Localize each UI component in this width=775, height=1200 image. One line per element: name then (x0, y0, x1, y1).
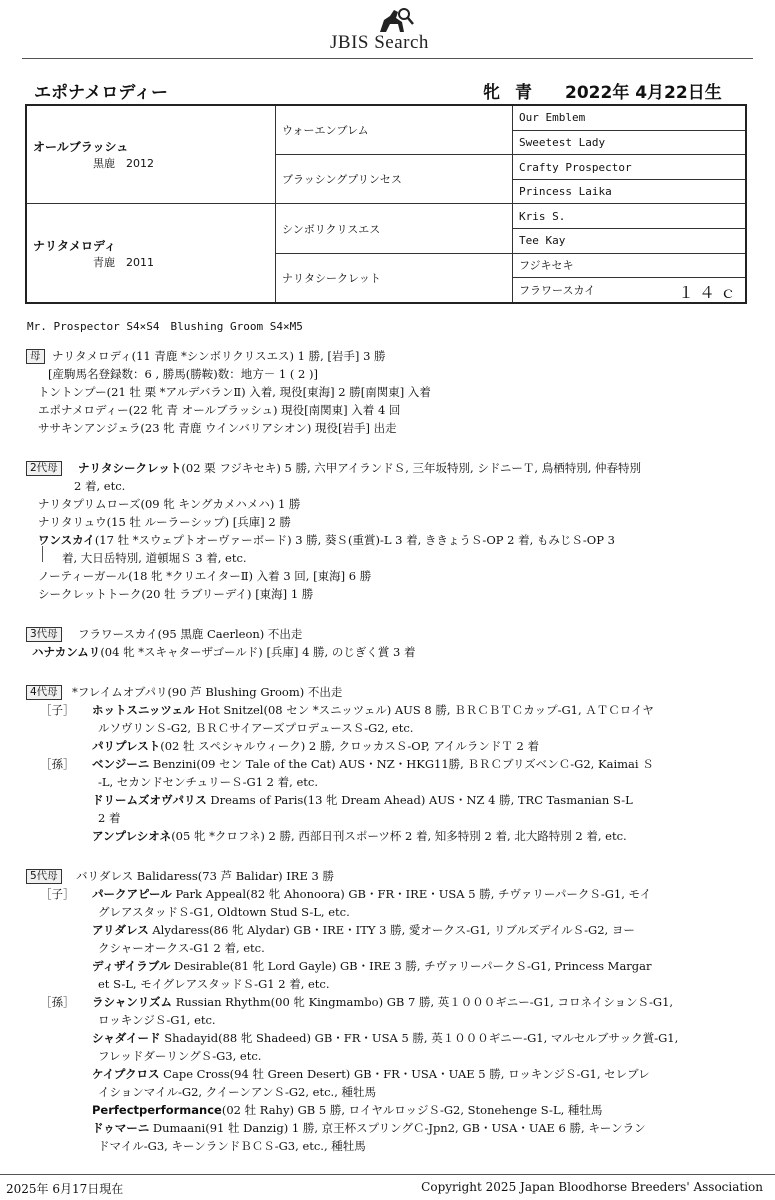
horse-link[interactable]: パークアピール (92, 887, 172, 901)
family-number: １４ｃ (677, 283, 741, 303)
family-line (78, 626, 302, 644)
horse-link[interactable]: ディザイラブル (92, 959, 171, 973)
horse-link[interactable]: ケイプクロス (92, 1067, 160, 1081)
family-line (40, 756, 75, 774)
family-line (38, 568, 371, 586)
line-text: Park Appeal(82 牝 Ahonoora) GB・FR・IRE・USA 5 勝, チヴァリーパークＳ-G1, モイ (171, 887, 652, 901)
family-line (40, 994, 75, 1012)
line-text: フラワースカイ(95 黒鹿 Caerleon) 不出走 (78, 627, 303, 641)
family-line (38, 402, 400, 420)
line-text: シークレットトーク(20 牡 ラブリーデイ) [東海] 1 勝 (38, 587, 314, 601)
family-line (40, 702, 75, 720)
family-line (52, 348, 386, 366)
line-text: (02 牡 Rahy) GB 5 勝, ロイヤルロッジＳ-G2, Stonehenge S-L, 種牡馬 (221, 1103, 603, 1117)
line-text: Shadayid(88 牝 Shadeed) GB・FR・USA 5 勝, 英１０００ギニー-G1, マルセルブサック賞-G1, (160, 1031, 679, 1045)
line-text: Dumaani(91 牡 Danzig) 1 勝, 京王杯スプリングＣ-Jpn2, GB・USA・UAE 6 勝, キーンラン (149, 1121, 646, 1135)
generation-tag: 5代母 (26, 869, 62, 884)
sire-name[interactable]: オールブラッシュ (33, 140, 129, 155)
footer-copyright: Copyright 2025 Japan Bloodhorse Breeders' Association (421, 1180, 763, 1194)
pedigree-sd[interactable]: ブラッシングプリンセス (276, 155, 513, 204)
horse-link[interactable]: ホットスニッツェル (92, 703, 195, 717)
family-line[interactable] (92, 738, 539, 756)
family-line[interactable] (92, 886, 651, 904)
family-line[interactable] (32, 644, 415, 662)
generation-tag: 母 (26, 349, 45, 364)
line-text: -L, セカンドセンチュリーＳ-G1 2 着, etc. (98, 775, 318, 789)
family-line (62, 550, 247, 568)
line-text: ［子］ (40, 703, 75, 717)
line-text: (02 牡 スペシャルウィーク) 2 勝, クロッカスＳ-OP, アイルランドＴ 2 着 (160, 739, 540, 753)
family-line (98, 1012, 216, 1030)
family-line[interactable] (92, 958, 652, 976)
pedigree-g3-8[interactable] (513, 278, 747, 303)
family-line (98, 904, 350, 922)
pedigree-g3-4[interactable]: Princess Laika (513, 179, 747, 204)
horse-link[interactable]: アンプレシオネ (92, 829, 172, 843)
family-line[interactable] (92, 756, 654, 774)
pedigree-g3-2[interactable]: Sweetest Lady (513, 130, 747, 155)
family-line[interactable] (92, 1030, 678, 1048)
family-line[interactable] (92, 1120, 646, 1138)
line-text: [産駒馬名登録数：6 , 勝馬(勝鞍)数：地方－ 1 ( 2 )] (48, 367, 318, 381)
line-text: Alydaress(86 牝 Alydar) GB・IRE・ITY 3 勝, 愛オークス-G1, リブルズデイルＳ-G2, ヨー (148, 923, 635, 937)
horse-sex: 牝 (483, 83, 500, 103)
footer-divider (0, 1174, 775, 1175)
header-divider (22, 58, 753, 59)
family-line (38, 586, 313, 604)
logo-text: JBIS Search (330, 32, 429, 53)
family-line (98, 810, 120, 828)
family-line (48, 366, 318, 384)
family-line (98, 1048, 261, 1066)
line-text: 2 着 (98, 811, 121, 825)
line-text: 着, 大日岳特別, 道頓堀Ｓ 3 着, etc. (62, 551, 247, 565)
family-line (98, 1084, 376, 1102)
jbis-logo[interactable] (330, 6, 460, 56)
family-line (98, 940, 265, 958)
horse-link[interactable]: ラシャンリズム (92, 995, 173, 1009)
line-text: et S-L, モイグレアスタッドＳ-G1 2 着, etc. (98, 977, 330, 991)
horse-link[interactable]: アリダレス (92, 923, 149, 937)
line-text: ルソヴリンＳ-G2, ＢＲＣサイアーズプロデュースＳ-G2, etc. (98, 721, 414, 735)
line-text: Hot Snitzel(08 セン *スニッツェル) AUS 8 勝, ＢＲＣＢＴＣカップ-G1, ＡＴＣロイヤ (194, 703, 654, 717)
pedigree-sire (26, 105, 276, 204)
family-line (38, 420, 397, 438)
family-line (98, 720, 413, 738)
line-text: (17 牡 *スウェプトオーヴァーボード) 3 勝, 葵Ｓ(重賞)-L 3 着, ききょうＳ-OP 2 着, もみじＳ-OP 3 (94, 533, 615, 547)
horse-color: 青 (515, 83, 532, 103)
line-text: フレッドダーリングＳ-G3, etc. (98, 1049, 262, 1063)
family-line (38, 384, 431, 402)
generation-tag: 2代母 (26, 461, 62, 476)
family-line[interactable] (38, 532, 615, 550)
line-text: クシャーオークス-G1 2 着, etc. (98, 941, 265, 955)
line-text: トントンプー(21 牡 栗 *アルデバランⅡ) 入着, 現役[東海] 2 勝[南関東] 入着 (38, 385, 431, 399)
inbreeding-note: Mr. Prospector S4×S4 Blushing Groom S4×M5 (27, 320, 303, 333)
horse-birthdate: 2022年 4月22日生 (565, 83, 722, 103)
footer-date: 2025年 6月17日現在 (6, 1182, 124, 1196)
family-line[interactable] (92, 702, 654, 720)
family-line (76, 868, 334, 886)
pedigree-g3-8-name[interactable]: フラワースカイ (519, 284, 596, 298)
line-text: ナリタリュウ(15 牡 ルーラーシップ) [兵庫] 2 勝 (38, 515, 291, 529)
line-text: Cape Cross(94 牡 Green Desert) GB・FR・USA・UAE 5 勝, ロッキンジＳ-G1, セレブレ (159, 1067, 650, 1081)
horse-link[interactable]: ドゥマーニ (92, 1121, 150, 1135)
family-line (38, 514, 291, 532)
pedigree-g3-7[interactable]: フジキセキ (513, 253, 747, 278)
line-text: Dreams of Paris(13 牝 Dream Ahead) AUS・NZ 4 勝, TRC Tasmanian S-L (206, 793, 633, 807)
dam-name[interactable]: ナリタメロディ (33, 238, 117, 253)
family-line (98, 1138, 366, 1156)
line-text: (04 牝 *スキャターザゴールド) [兵庫] 4 勝, のじぎく賞 3 着 (100, 645, 416, 659)
dam-info: 青鹿 2011 (93, 255, 154, 269)
line-bracket (42, 546, 49, 562)
line-text: (02 栗 フジキセキ) 5 勝, 六甲アイランドＳ, 三年坂特別, シドニーＴ, 鳥栖特別, 仲春特別 (181, 461, 642, 475)
pedigree-ds[interactable]: シンボリクリスエス (276, 204, 513, 253)
family-line[interactable] (92, 994, 673, 1012)
horse-logo-icon (374, 6, 414, 34)
line-text: イションマイル-G2, クイーンアンＳ-G2, etc., 種牡馬 (98, 1085, 377, 1099)
horse-link[interactable]: ワンスカイ (38, 533, 95, 547)
family-line (40, 886, 75, 904)
line-text: エポナメロディー(22 牝 青 オールブラッシュ) 現役[南関東] 入着 4 回 (38, 403, 401, 417)
family-line[interactable] (92, 1066, 650, 1084)
line-text: ［子］ (40, 887, 75, 901)
family-line (38, 496, 300, 514)
pedigree-ss[interactable]: ウォーエンブレム (276, 105, 513, 155)
pedigree-g3-6[interactable]: Tee Kay (513, 229, 747, 254)
line-text: 2 着, etc. (74, 479, 126, 493)
family-line[interactable] (92, 922, 635, 940)
horse-link[interactable]: ベンジーニ (92, 757, 150, 771)
family-line (72, 684, 342, 702)
line-text: ナリタメロディ(11 青鹿 *シンボリクリスエス) 1 勝, [岩手] 3 勝 (52, 349, 386, 363)
generation-tag: 4代母 (26, 685, 62, 700)
pedigree-dd[interactable]: ナリタシークレット (276, 253, 513, 303)
horse-link[interactable]: ハナカンムリ (32, 645, 101, 659)
line-text: Benzini(09 セン Tale of the Cat) AUS・NZ・HKG11勝, ＢＲＣブリズベンＣ-G2, Kaimai Ｓ (149, 757, 654, 771)
pedigree-g3-5[interactable]: Kris S. (513, 204, 747, 229)
pedigree-dam (26, 204, 276, 303)
pedigree-g3-1[interactable]: Our Emblem (513, 105, 747, 130)
family-line[interactable] (92, 792, 633, 810)
family-line (74, 478, 125, 496)
line-text: バリダレス Balidaress(73 芦 Balidar) IRE 3 勝 (76, 869, 334, 883)
family-line[interactable] (92, 828, 627, 846)
line-text: ドマイル-G3, キーンランドＢＣＳ-G3, etc., 種牡馬 (98, 1139, 366, 1153)
sire-info: 黒鹿 2012 (93, 157, 154, 171)
horse-link[interactable]: ドリームズオヴパリス (92, 793, 207, 807)
generation-tag: 3代母 (26, 627, 62, 642)
horse-link[interactable]: パリプレスト (92, 739, 161, 753)
line-text: ロッキンジＳ-G1, etc. (98, 1013, 216, 1027)
pedigree-table (25, 104, 747, 304)
family-line[interactable] (92, 1102, 602, 1120)
line-text: ササキンアンジェラ(23 牝 青鹿 ウインバリアシオン) 現役[岩手] 出走 (38, 421, 397, 435)
family-line (98, 976, 330, 994)
line-text: (05 牝 *クロフネ) 2 勝, 西部日刊スポーツ杯 2 着, 知多特別 2 着, 北大路特別 2 着, etc. (171, 829, 627, 843)
horse-link[interactable]: ナリタシークレット (78, 461, 182, 475)
horse-link[interactable]: シャダイード (92, 1031, 161, 1045)
horse-name: エポナメロディー (34, 83, 168, 103)
line-text: ノーティーガール(18 牝 *クリエイターⅡ) 入着 3 回, [東海] 6 勝 (38, 569, 372, 583)
pedigree-g3-3[interactable]: Crafty Prospector (513, 155, 747, 180)
line-text: Desirable(81 牝 Lord Gayle) GB・IRE 3 勝, チヴァリーパークＳ-G1, Princess Margar (170, 959, 652, 973)
line-text: ［孫］ (40, 757, 75, 771)
family-line (98, 774, 318, 792)
line-text: ナリタプリムローズ(09 牝 キングカメハメハ) 1 勝 (38, 497, 301, 511)
line-text: Russian Rhythm(00 牝 Kingmambo) GB 7 勝, 英１０００ギニー-G1, コロネイションＳ-G1, (172, 995, 674, 1009)
line-text: *フレイムオブパリ(90 芦 Blushing Groom) 不出走 (72, 685, 343, 699)
family-line[interactable] (78, 460, 641, 478)
line-text: ［孫］ (40, 995, 75, 1009)
horse-link[interactable]: Perfectperformance (92, 1103, 222, 1117)
line-text: グレアスタッドＳ-G1, Oldtown Stud S-L, etc. (98, 905, 350, 919)
